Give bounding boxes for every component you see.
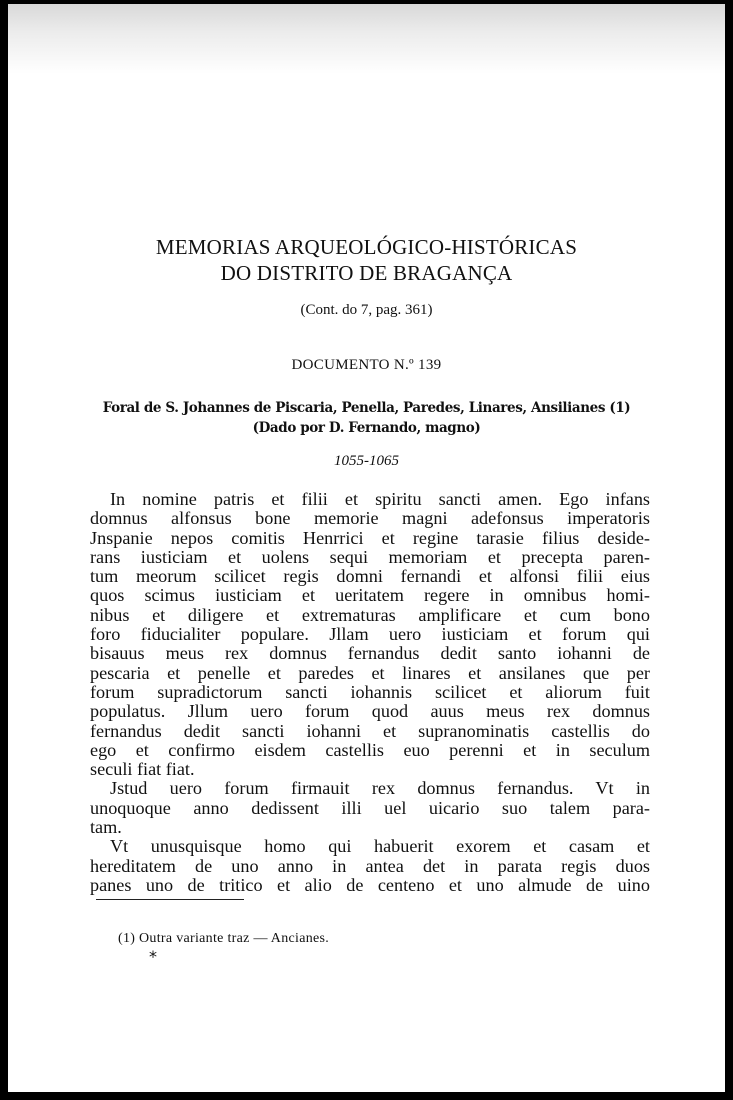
body-line: fernandus dedit sancti iohanni et supranominatis castellis do (90, 721, 650, 741)
body-line: bisauus meus rex domnus fernandus dedit santo iohanni de (90, 644, 650, 664)
body-line: populatus. Jllum uero forum quod auus meus rex domnus (90, 702, 650, 722)
body-line: ego et confirmo eisdem castellis euo perenni et in seculum (90, 740, 650, 760)
body-line: hereditatem de uno anno in antea det in parata regis duos (90, 856, 650, 876)
document-dates: 1055-1065 (334, 453, 399, 469)
body-line: Jstud uero forum firmauit rex domnus fernandus. Vt in (110, 779, 650, 799)
body-line: In nomine patris et filii et spiritu sancti amen. Ego infans (110, 490, 650, 509)
page-subtitle: DO DISTRITO DE BRAGANÇA (220, 261, 513, 285)
asterisk-mark: * (149, 947, 157, 966)
footnote: (1) Outra variante traz — Ancianes. (118, 931, 330, 946)
body-line: panes uno de tritico et alio de centeno et uno almude de uino (90, 875, 650, 895)
body-line: tum meorum scilicet regis domni fernandi et alfonsi filii eius (90, 567, 650, 587)
body-line: domnus alfonsus bone memorie magni adefonsus imperatoris (90, 509, 650, 529)
scan-shading (8, 4, 725, 74)
body-line: seculi fiat fiat. (90, 760, 195, 780)
document-subtitle: (Dado por D. Fernando, magno) (252, 420, 481, 436)
body-line: quos scimus iusticiam et ueritatem regere in omnibus homi- (90, 586, 650, 606)
page-title: MEMORIAS ARQUEOLÓGICO-HISTÓRICAS (155, 235, 578, 259)
body-line: Vt unusquisque homo qui habuerit exorem et casam et (110, 837, 650, 857)
document-page (8, 4, 725, 1092)
continuation-note: (Cont. do 7, pag. 361) (300, 302, 433, 318)
body-line: foro fiducialiter populare. Jllam uero iusticiam et forum qui (90, 625, 650, 645)
document-number: DOCUMENTO N.º 139 (291, 357, 442, 373)
body-line: Jnspanie nepos comitis Henrrici et regine tarasie filius deside- (90, 528, 650, 548)
body-line: unoquoque anno dedissent illi uel uicario suo talem para- (90, 798, 650, 818)
document-title: Foral de S. Johannes de Piscaria, Penella, Paredes, Linares, Ansilianes (1) (102, 400, 631, 416)
body-text (90, 490, 650, 895)
body-line: forum supradictorum sancti iohannis scilicet et aliorum fuit (90, 682, 650, 702)
body-line: nibus et diligere et extrematuras amplificare et cum bono (90, 605, 650, 625)
body-line: pescaria et penelle et paredes et linares et ansilanes que per (90, 663, 650, 683)
footnote-rule (96, 899, 244, 900)
body-line: tam. (90, 818, 122, 838)
body-line: rans iusticiam et uolens sequi memoriam et precepta paren- (90, 547, 650, 567)
